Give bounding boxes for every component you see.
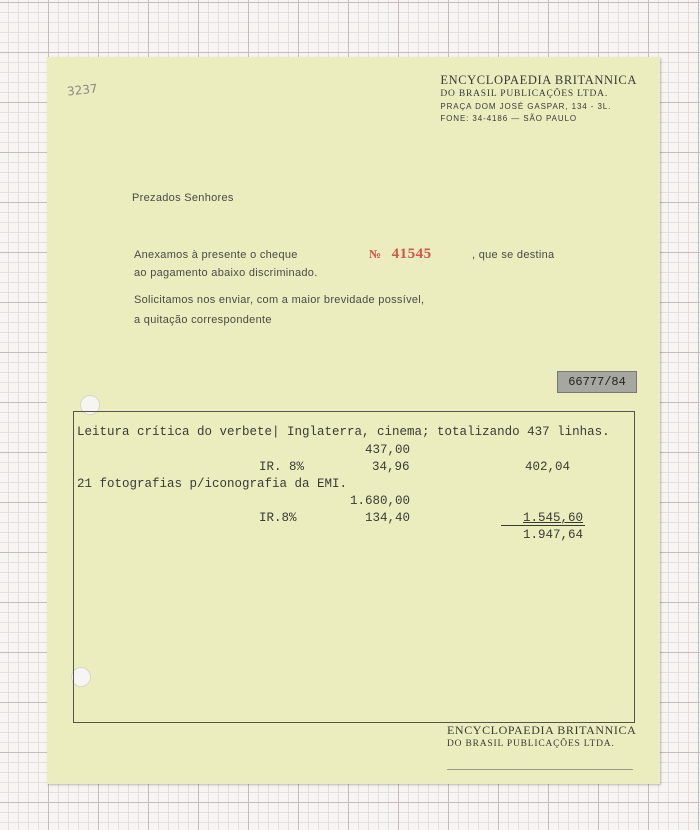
salutation: Prezados Senhores [132,192,234,204]
sum-divider [501,525,585,526]
item-1-net-total: 402,04 [525,460,571,474]
letterhead-company-name: ENCYCLOPAEDIA BRITANNICA [440,73,637,87]
letter-line-2: ao pagamento abaixo discriminado. [134,267,318,279]
item-2-description: 21 fotografias p/iconografia da EMI. [77,477,348,491]
item-2-value: 1.680,00 [350,494,411,508]
item-2-ir-value: 134,40 [365,511,411,525]
number-symbol: № [369,247,382,261]
letter-line-1-suffix: , que se destina [472,249,555,261]
item-1-ir-value: 34,96 [372,460,410,474]
signature-line [447,769,633,770]
reference-stamp: 66777/84 [557,371,637,393]
letterhead-address: PRAÇA DOM JOSÉ GASPAR, 134 - 3L. [440,102,612,111]
letter-line-4: a quitação correspondente [134,314,272,326]
item-2-ir-label: IR.8% [259,511,297,525]
letterhead-phone: FONE: 34-4186 — SÃO PAULO [440,114,577,123]
payment-details-box [73,411,635,723]
handwritten-corner-number: 3237 [66,81,99,99]
item-1-value: 437,00 [365,443,411,457]
item-1-ir-label: IR. 8% [259,460,305,474]
cheque-number-value: 41545 [391,246,432,262]
letter-line-3: Solicitamos nos enviar, com a maior brevidade possível, [134,294,425,306]
cheque-number [369,246,432,263]
letterhead-company-subtitle: DO BRASIL PUBLICAÇÕES LTDA. [440,89,608,99]
item-1-description: Leitura crítica do verbete| Inglaterra, cinema; totalizando 437 linhas. [77,425,610,439]
footer-company-name: ENCYCLOPAEDIA BRITANNICA [447,723,637,737]
letter-line-1: Anexamos à presente o cheque [134,249,298,261]
item-2-net-total: 1.545,60 [523,511,584,525]
letterhead [440,73,637,123]
grand-total: 1.947,64 [523,528,584,542]
footer-signature-block [447,723,636,749]
footer-company-subtitle: DO BRASIL PUBLICAÇÕES LTDA. [447,739,615,749]
letter-sheet [47,57,660,784]
